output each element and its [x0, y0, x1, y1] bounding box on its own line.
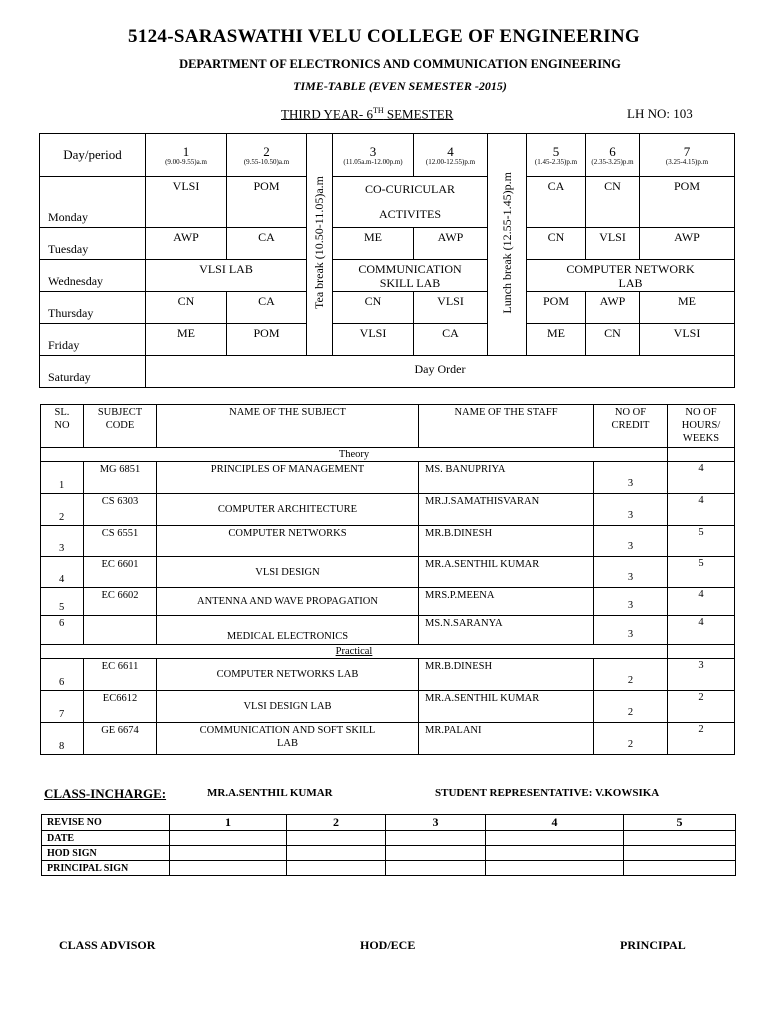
practical-name-1: COMPUTER NETWORKS LAB [157, 659, 419, 691]
lecture-hall-number: LH NO: 103 [627, 106, 693, 121]
practical-name-3: COMMUNICATION AND SOFT SKILL LAB [157, 723, 419, 755]
principal-sign-cell [170, 861, 287, 876]
period-5-header: 5 (1.45-2.35)p.m [527, 134, 586, 177]
theory-section: Theory [41, 448, 668, 462]
student-representative: STUDENT REPRESENTATIVE: V.KOWSIKA [435, 787, 660, 799]
thursday-p3: CN [333, 292, 414, 324]
thursday-p1: CN [146, 292, 227, 324]
revise-no-1: 1 [170, 815, 287, 831]
friday-p1: ME [146, 324, 227, 356]
date-label: DATE [42, 831, 170, 846]
tea-break: Tea break (10.50-11.05)a.m [307, 134, 333, 356]
friday-p4: CA [414, 324, 488, 356]
revise-table [41, 814, 736, 876]
day-tuesday: Tuesday [40, 228, 146, 260]
hod-sign-cell [624, 846, 736, 861]
monday-p1: VLSI [146, 177, 227, 228]
practical-credit-2: 2 [594, 691, 668, 723]
date-cell [624, 831, 736, 846]
theory-hours-4: 5 [668, 557, 735, 588]
revise-no-2: 2 [287, 815, 386, 831]
monday-p7: POM [640, 177, 735, 228]
practical-hours-1: 3 [668, 659, 735, 691]
monday-p2: POM [227, 177, 307, 228]
theory-sl-5: 5 [41, 588, 84, 616]
theory-name-3: COMPUTER NETWORKS [157, 526, 419, 557]
theory-hours-5: 4 [668, 588, 735, 616]
thursday-p7: ME [640, 292, 735, 324]
theory-credit-6: 3 [594, 616, 668, 645]
college-name: 5124-SARASWATHI VELU COLLEGE OF ENGINEERING [128, 26, 640, 47]
theory-hours-1: 4 [668, 462, 735, 494]
day-friday: Friday [40, 324, 146, 356]
timetable-title: TIME-TABLE (EVEN SEMESTER -2015) [293, 79, 507, 93]
principal-sign-cell [486, 861, 624, 876]
practical-staff-2: MR.A.SENTHIL KUMAR [419, 691, 594, 723]
tuesday-p1: AWP [146, 228, 227, 260]
practical-staff-3: MR.PALANI [419, 723, 594, 755]
theory-section-blank [668, 448, 735, 462]
class-advisor-signature: CLASS ADVISOR [59, 938, 156, 952]
principal-sign-cell [386, 861, 486, 876]
date-cell [386, 831, 486, 846]
theory-sl-2: 2 [41, 494, 84, 526]
theory-hours-6: 4 [668, 616, 735, 645]
practical-hours-3: 2 [668, 723, 735, 755]
practical-sl-1: 6 [41, 659, 84, 691]
theory-code-5: EC 6602 [84, 588, 157, 616]
revise-no-4: 4 [486, 815, 624, 831]
thursday-p4: VLSI [414, 292, 488, 324]
thursday-p5: POM [527, 292, 586, 324]
class-incharge-label: CLASS-INCHARGE: [44, 786, 167, 801]
date-cell [170, 831, 287, 846]
friday-p7: VLSI [640, 324, 735, 356]
theory-name-2: COMPUTER ARCHITECTURE [157, 494, 419, 526]
monday-p34: CO-CURICULAR ACTIVITES [333, 177, 488, 228]
subject-table [40, 404, 735, 755]
friday-p3: VLSI [333, 324, 414, 356]
theory-code-1: MG 6851 [84, 462, 157, 494]
theory-sl-4: 4 [41, 557, 84, 588]
practical-sl-2: 7 [41, 691, 84, 723]
theory-hours-2: 4 [668, 494, 735, 526]
theory-credit-1: 3 [594, 462, 668, 494]
hod-sign-cell [386, 846, 486, 861]
saturday-day-order: Day Order [146, 356, 735, 388]
theory-sl-6: 6 [41, 616, 84, 645]
monday-p6: CN [586, 177, 640, 228]
tuesday-p7: AWP [640, 228, 735, 260]
hod-sign-cell [170, 846, 287, 861]
timetable [39, 133, 735, 388]
principal-sign-cell [287, 861, 386, 876]
sl-no-header: SL. NO [41, 405, 84, 448]
theory-staff-1: MS. BANUPRIYA [419, 462, 594, 494]
friday-p2: POM [227, 324, 307, 356]
period-1-header: 1 (9.00-9.55)a.m [146, 134, 227, 177]
practical-name-2: VLSI DESIGN LAB [157, 691, 419, 723]
theory-code-3: CS 6551 [84, 526, 157, 557]
hod-signature: HOD/ECE [360, 938, 416, 952]
subject-code-header: SUBJECT CODE [84, 405, 157, 448]
revise-no-5: 5 [624, 815, 736, 831]
theory-name-4: VLSI DESIGN [157, 557, 419, 588]
period-7-header: 7 (3.25-4.15)p.m [640, 134, 735, 177]
staff-name-header: NAME OF THE STAFF [419, 405, 594, 448]
tuesday-p6: VLSI [586, 228, 640, 260]
theory-hours-3: 5 [668, 526, 735, 557]
wednesday-p567: COMPUTER NETWORK LAB [527, 260, 735, 292]
theory-credit-2: 3 [594, 494, 668, 526]
tuesday-p2: CA [227, 228, 307, 260]
monday-p5: CA [527, 177, 586, 228]
theory-staff-5: MRS.P.MEENA [419, 588, 594, 616]
principal-signature: PRINCIPAL [620, 938, 686, 952]
practical-sl-3: 8 [41, 723, 84, 755]
credit-header: NO OF CREDIT [594, 405, 668, 448]
revise-no-label: REVISE NO [42, 815, 170, 831]
theory-code-6 [84, 616, 157, 645]
day-monday: Monday [40, 177, 146, 228]
period-6-header: 6 (2.35-3.25)p.m [586, 134, 640, 177]
wednesday-p34: COMMUNICATION SKILL LAB [333, 260, 488, 292]
theory-staff-4: MR.A.SENTHIL KUMAR [419, 557, 594, 588]
class-incharge-name: MR.A.SENTHIL KUMAR [207, 787, 333, 799]
hod-sign-label: HOD SIGN [42, 846, 170, 861]
date-cell [486, 831, 624, 846]
tuesday-p3: ME [333, 228, 414, 260]
period-3-header: 3 (11.05a.m-12.00p.m) [333, 134, 414, 177]
practical-section-blank [668, 645, 735, 659]
year-semester: THIRD YEAR- 6TH SEMESTER [281, 106, 454, 122]
theory-name-1: PRINCIPLES OF MANAGEMENT [157, 462, 419, 494]
day-saturday: Saturday [40, 356, 146, 388]
theory-sl-1: 1 [41, 462, 84, 494]
tuesday-p5: CN [527, 228, 586, 260]
day-wednesday: Wednesday [40, 260, 146, 292]
practical-hours-2: 2 [668, 691, 735, 723]
practical-section: Practical [41, 645, 668, 659]
theory-staff-3: MR.B.DINESH [419, 526, 594, 557]
theory-code-4: EC 6601 [84, 557, 157, 588]
theory-credit-5: 3 [594, 588, 668, 616]
tuesday-p4: AWP [414, 228, 488, 260]
friday-p6: CN [586, 324, 640, 356]
practical-credit-1: 2 [594, 659, 668, 691]
principal-sign-label: PRINCIPAL SIGN [42, 861, 170, 876]
theory-staff-2: MR.J.SAMATHISVARAN [419, 494, 594, 526]
theory-sl-3: 3 [41, 526, 84, 557]
practical-code-1: EC 6611 [84, 659, 157, 691]
department-name: DEPARTMENT OF ELECTRONICS AND COMMUNICATION ENGINEERING [179, 57, 621, 71]
thursday-p6: AWP [586, 292, 640, 324]
wednesday-p12: VLSI LAB [146, 260, 307, 292]
date-cell [287, 831, 386, 846]
theory-credit-4: 3 [594, 557, 668, 588]
theory-code-2: CS 6303 [84, 494, 157, 526]
day-thursday: Thursday [40, 292, 146, 324]
theory-name-5: ANTENNA AND WAVE PROPAGATION [157, 588, 419, 616]
subject-name-header: NAME OF THE SUBJECT [157, 405, 419, 448]
theory-staff-6: MS.N.SARANYA [419, 616, 594, 645]
principal-sign-cell [624, 861, 736, 876]
practical-staff-1: MR.B.DINESH [419, 659, 594, 691]
hod-sign-cell [486, 846, 624, 861]
hours-header: NO OF HOURS/ WEEKS [668, 405, 735, 448]
practical-code-3: GE 6674 [84, 723, 157, 755]
friday-p5: ME [527, 324, 586, 356]
practical-credit-3: 2 [594, 723, 668, 755]
hod-sign-cell [287, 846, 386, 861]
period-2-header: 2 (9.55-10.50)a.m [227, 134, 307, 177]
thursday-p2: CA [227, 292, 307, 324]
theory-credit-3: 3 [594, 526, 668, 557]
day-period-header: Day/period [40, 134, 146, 177]
period-4-header: 4 (12.00-12.55)p.m [414, 134, 488, 177]
revise-no-3: 3 [386, 815, 486, 831]
theory-name-6: MEDICAL ELECTRONICS [157, 616, 419, 645]
lunch-break: Lunch break (12.55-1.45)p.m [488, 134, 527, 356]
practical-code-2: EC6612 [84, 691, 157, 723]
